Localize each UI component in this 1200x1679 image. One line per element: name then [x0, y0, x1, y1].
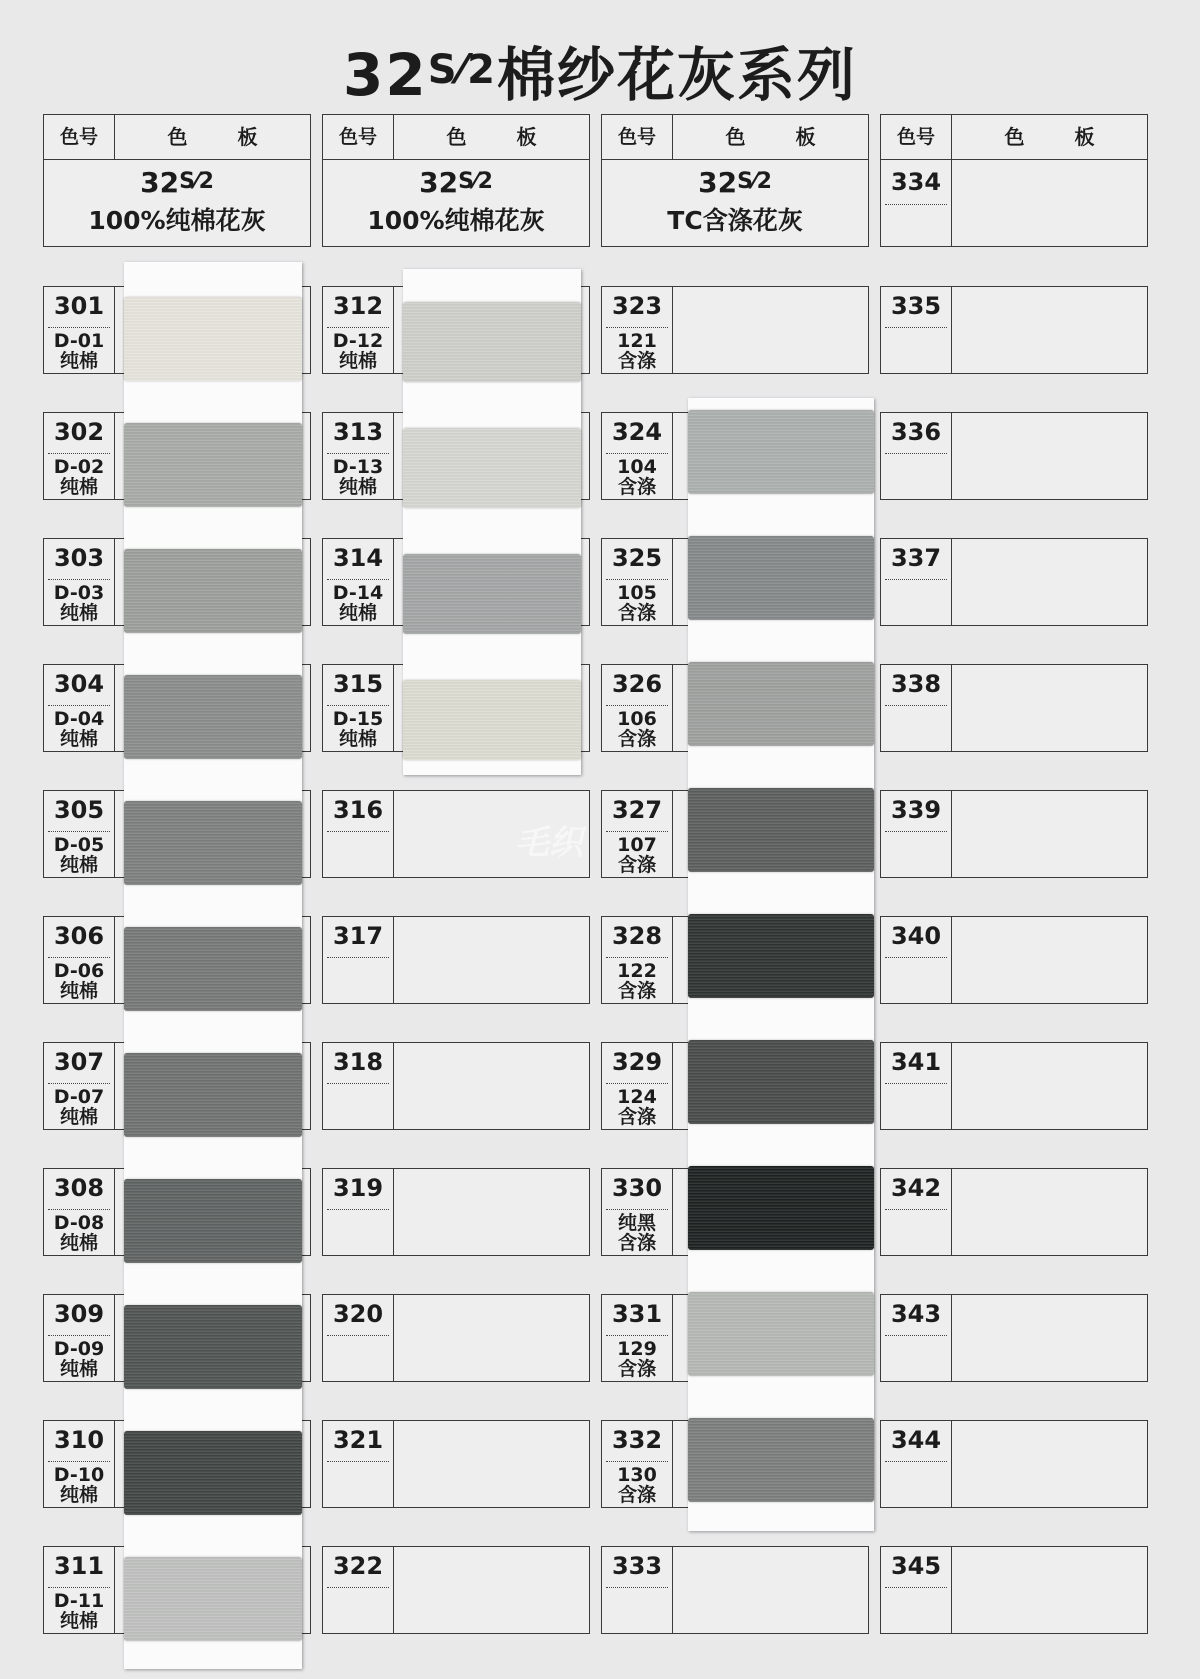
yarn-swatch — [688, 788, 874, 872]
yarn-ref: 122 — [617, 960, 657, 982]
yarn-sample-card — [688, 398, 874, 1531]
material-label: 含涤 — [617, 980, 656, 1002]
yarn-swatch — [124, 927, 302, 1011]
yarn-swatch — [688, 536, 874, 620]
color-code: 307 — [53, 1048, 105, 1076]
color-code: 317 — [332, 922, 384, 950]
material-label: 含涤 — [617, 854, 656, 876]
material-label: 纯棉 — [59, 854, 98, 876]
yarn-sample-card — [124, 262, 302, 1669]
yarn-ref: D-08 — [53, 1212, 105, 1234]
color-code-cell — [323, 1547, 394, 1633]
color-code: 302 — [53, 418, 105, 446]
yarn-ref: D-14 — [332, 582, 384, 604]
dotted-divider — [885, 705, 947, 706]
yarn-swatch — [403, 302, 581, 382]
dotted-divider — [885, 957, 947, 958]
group-header — [322, 114, 590, 247]
color-code-cell — [323, 665, 394, 751]
dotted-divider — [327, 1461, 389, 1462]
group-header — [880, 114, 1148, 247]
dotted-divider — [606, 957, 668, 958]
yarn-swatch — [688, 914, 874, 998]
dotted-divider — [48, 1461, 110, 1462]
color-code: 332 — [611, 1426, 663, 1454]
dotted-divider — [606, 1209, 668, 1210]
color-code-cell — [323, 791, 394, 877]
count-ply: S⁄2 — [179, 169, 214, 194]
color-code: 330 — [611, 1174, 663, 1202]
dotted-divider — [606, 1587, 668, 1588]
code-column-heading: 色号 — [881, 115, 952, 159]
dotted-divider — [48, 1335, 110, 1336]
color-code-cell — [44, 287, 115, 373]
color-code-cell — [44, 791, 115, 877]
color-code-cell — [881, 1421, 952, 1507]
header-row — [323, 115, 589, 160]
yarn-count — [323, 162, 589, 203]
material-label: 纯棉 — [338, 728, 377, 750]
color-code: 341 — [890, 1048, 942, 1076]
material-label: 纯棉 — [59, 1232, 98, 1254]
page-title: $32^{S⁄2}$棉纱花灰系列 — [342, 41, 858, 109]
color-row — [880, 790, 1148, 878]
color-code-cell — [323, 539, 394, 625]
color-code-cell — [44, 1295, 115, 1381]
dotted-divider — [606, 831, 668, 832]
color-row — [322, 1168, 590, 1256]
color-code-cell — [44, 539, 115, 625]
dotted-divider — [327, 957, 389, 958]
color-column-heading: 色板 — [1004, 125, 1145, 149]
yarn-swatch — [124, 1179, 302, 1263]
material-label: 纯棉 — [59, 1106, 98, 1128]
yarn-swatch — [124, 1431, 302, 1515]
yarn-swatch — [124, 297, 302, 381]
material-label: 含涤 — [617, 350, 656, 372]
yarn-swatch — [688, 1292, 874, 1376]
dotted-divider — [327, 579, 389, 580]
color-code: 335 — [890, 292, 942, 320]
color-row — [880, 664, 1148, 752]
color-code: 328 — [611, 922, 663, 950]
count-ply: S⁄2 — [737, 169, 772, 194]
color-code-cell — [881, 917, 952, 1003]
dotted-divider — [885, 1083, 947, 1084]
color-code: 339 — [890, 796, 942, 824]
color-code-cell — [602, 1169, 673, 1255]
dotted-divider — [885, 453, 947, 454]
code-column-heading: 色号 — [44, 115, 115, 159]
color-row — [880, 1420, 1148, 1508]
dotted-divider — [885, 1461, 947, 1462]
yarn-ref: D-15 — [332, 708, 384, 730]
color-row — [880, 916, 1148, 1004]
yarn-ref: D-05 — [53, 834, 105, 856]
color-code: 326 — [611, 670, 663, 698]
color-code: 320 — [332, 1300, 384, 1328]
yarn-swatch — [124, 1305, 302, 1389]
fiber-description: 100%纯棉花灰 — [88, 206, 266, 235]
group-header — [601, 114, 869, 247]
color-code-cell — [323, 1295, 394, 1381]
dotted-divider — [885, 1587, 947, 1588]
material-label: 纯棉 — [59, 476, 98, 498]
code-column-heading: 色号 — [323, 115, 394, 159]
material-label: 纯棉 — [59, 980, 98, 1002]
color-code-cell — [602, 1043, 673, 1129]
material-label: 纯棉 — [338, 476, 377, 498]
yarn-ref: 130 — [617, 1464, 657, 1486]
dotted-divider — [48, 1083, 110, 1084]
color-code: 318 — [332, 1048, 384, 1076]
color-row — [601, 286, 869, 374]
dotted-divider — [606, 327, 668, 328]
dotted-divider — [885, 1209, 947, 1210]
color-row — [322, 1042, 590, 1130]
material-label: 含涤 — [617, 602, 656, 624]
color-code-cell — [881, 160, 952, 246]
color-code-cell — [323, 413, 394, 499]
yarn-ref: D-09 — [53, 1338, 105, 1360]
yarn-swatch — [688, 1166, 874, 1250]
color-code: 315 — [332, 670, 384, 698]
color-code: 321 — [332, 1426, 384, 1454]
dotted-divider — [606, 453, 668, 454]
color-code-cell — [881, 1295, 952, 1381]
color-row — [322, 1546, 590, 1634]
color-code: 333 — [611, 1552, 663, 1580]
yarn-ref: D-01 — [53, 330, 105, 352]
header-row — [602, 115, 868, 160]
color-code: 337 — [890, 544, 942, 572]
color-code-cell — [323, 287, 394, 373]
yarn-ref: D-11 — [53, 1590, 105, 1612]
dotted-divider — [606, 705, 668, 706]
yarn-swatch — [688, 1418, 874, 1502]
color-row — [322, 1420, 590, 1508]
color-code-cell — [602, 287, 673, 373]
group-description — [323, 160, 589, 246]
color-code-cell — [323, 1421, 394, 1507]
color-code: 325 — [611, 544, 663, 572]
dotted-divider — [885, 204, 947, 205]
yarn-ref: D-04 — [53, 708, 105, 730]
yarn-ref: 107 — [617, 834, 657, 856]
color-code: 331 — [611, 1300, 663, 1328]
watermark-logo: 毛织 — [515, 823, 583, 863]
color-code-cell — [44, 1169, 115, 1255]
color-code: 344 — [890, 1426, 942, 1454]
yarn-ref: D-12 — [332, 330, 384, 352]
yarn-swatch — [124, 423, 302, 507]
color-code-cell — [44, 413, 115, 499]
color-code-cell — [602, 539, 673, 625]
material-label: 含涤 — [617, 728, 656, 750]
yarn-ref: 104 — [617, 456, 657, 478]
color-row — [880, 1546, 1148, 1634]
material-label: 纯棉 — [59, 602, 98, 624]
dotted-divider — [327, 453, 389, 454]
material-label: 含涤 — [617, 1484, 656, 1506]
yarn-ref: D-10 — [53, 1464, 105, 1486]
dotted-divider — [327, 327, 389, 328]
color-code: 329 — [611, 1048, 663, 1076]
dotted-divider — [48, 1587, 110, 1588]
material-label: 纯棉 — [338, 350, 377, 372]
color-code: 312 — [332, 292, 384, 320]
material-label: 纯棉 — [59, 728, 98, 750]
yarn-ref: 105 — [617, 582, 657, 604]
count-number: 32 — [419, 166, 459, 199]
material-label: 纯棉 — [59, 1610, 98, 1632]
yarn-ref: 121 — [617, 330, 657, 352]
color-code: 327 — [611, 796, 663, 824]
yarn-swatch — [688, 662, 874, 746]
color-code: 323 — [611, 292, 663, 320]
color-code: 336 — [890, 418, 942, 446]
color-code-cell — [44, 917, 115, 1003]
dotted-divider — [327, 1587, 389, 1588]
dotted-divider — [327, 1335, 389, 1336]
color-row — [880, 1168, 1148, 1256]
dotted-divider — [327, 1209, 389, 1210]
color-code-cell — [323, 1169, 394, 1255]
color-code: 301 — [53, 292, 105, 320]
yarn-swatch — [403, 554, 581, 634]
yarn-swatch — [124, 1053, 302, 1137]
color-code-cell — [602, 917, 673, 1003]
dotted-divider — [48, 579, 110, 580]
material-label: 含涤 — [617, 1358, 656, 1380]
dotted-divider — [327, 1083, 389, 1084]
color-code: 319 — [332, 1174, 384, 1202]
yarn-swatch — [403, 428, 581, 508]
color-row — [880, 1042, 1148, 1130]
yarn-count — [602, 162, 868, 203]
yarn-swatch — [403, 680, 581, 760]
dotted-divider — [885, 831, 947, 832]
yarn-ref: D-07 — [53, 1086, 105, 1108]
color-code-cell — [881, 1043, 952, 1129]
yarn-ref: D-03 — [53, 582, 105, 604]
color-code: 324 — [611, 418, 663, 446]
material-label: 纯棉 — [59, 350, 98, 372]
material-label: 含涤 — [617, 1106, 656, 1128]
material-label: 纯棉 — [59, 1358, 98, 1380]
color-code: 311 — [53, 1552, 105, 1580]
color-code-cell — [44, 665, 115, 751]
header-row — [881, 115, 1147, 160]
fiber-description: 100%纯棉花灰 — [367, 206, 545, 235]
yarn-sample-card — [403, 269, 581, 775]
count-number: 32 — [698, 166, 738, 199]
dotted-divider — [885, 1335, 947, 1336]
dotted-divider — [606, 1461, 668, 1462]
color-code-cell — [602, 1421, 673, 1507]
color-code: 310 — [53, 1426, 105, 1454]
color-code: 338 — [890, 670, 942, 698]
color-row — [880, 412, 1148, 500]
color-code-cell — [323, 917, 394, 1003]
group-description — [602, 160, 868, 246]
dotted-divider — [48, 957, 110, 958]
color-code: 313 — [332, 418, 384, 446]
yarn-ref: D-06 — [53, 960, 105, 982]
color-code-cell — [881, 665, 952, 751]
color-code-cell — [602, 413, 673, 499]
group-description — [44, 160, 310, 246]
dotted-divider — [606, 1335, 668, 1336]
color-code-cell — [881, 539, 952, 625]
color-row — [322, 916, 590, 1004]
color-code-cell — [44, 1547, 115, 1633]
color-code-cell — [881, 791, 952, 877]
color-code-cell — [602, 665, 673, 751]
color-code: 306 — [53, 922, 105, 950]
group-header — [43, 114, 311, 247]
color-row — [322, 1294, 590, 1382]
material-label: 纯棉 — [338, 602, 377, 624]
count-ply: S⁄2 — [458, 169, 493, 194]
color-row — [880, 286, 1148, 374]
color-code: 309 — [53, 1300, 105, 1328]
color-code: 308 — [53, 1174, 105, 1202]
color-code: 342 — [890, 1174, 942, 1202]
color-code-cell — [602, 1295, 673, 1381]
dotted-divider — [606, 1083, 668, 1084]
color-code: 305 — [53, 796, 105, 824]
dotted-divider — [885, 327, 947, 328]
yarn-swatch — [688, 410, 874, 494]
yarn-ref: 129 — [617, 1338, 657, 1360]
color-code: 340 — [890, 922, 942, 950]
yarn-count — [44, 162, 310, 203]
yarn-swatch — [688, 1040, 874, 1124]
color-column-heading: 色板 — [725, 125, 866, 149]
yarn-swatch — [124, 1557, 302, 1641]
count-number: 32 — [140, 166, 180, 199]
dotted-divider — [48, 705, 110, 706]
material-label: 纯棉 — [59, 1484, 98, 1506]
yarn-swatch — [124, 549, 302, 633]
dotted-divider — [885, 579, 947, 580]
color-column-heading: 色板 — [446, 125, 587, 149]
dotted-divider — [327, 705, 389, 706]
yarn-ref: 106 — [617, 708, 657, 730]
header-row — [44, 115, 310, 160]
yarn-ref: D-13 — [332, 456, 384, 478]
color-code-cell — [602, 1547, 673, 1633]
color-row — [880, 1294, 1148, 1382]
dotted-divider — [48, 453, 110, 454]
color-code-cell — [323, 1043, 394, 1129]
color-code-cell — [44, 1043, 115, 1129]
color-code-cell — [881, 413, 952, 499]
color-code: 334 — [890, 168, 942, 196]
color-code: 322 — [332, 1552, 384, 1580]
material-label: 含涤 — [617, 1232, 656, 1254]
dotted-divider — [48, 327, 110, 328]
dotted-divider — [48, 831, 110, 832]
material-label: 含涤 — [617, 476, 656, 498]
color-code-cell — [881, 287, 952, 373]
color-code: 345 — [890, 1552, 942, 1580]
dotted-divider — [327, 831, 389, 832]
color-code-cell — [881, 1169, 952, 1255]
color-row — [601, 1546, 869, 1634]
yarn-ref: 纯黑 — [617, 1212, 656, 1234]
dotted-divider — [48, 1209, 110, 1210]
color-code-cell — [602, 791, 673, 877]
code-column-heading: 色号 — [602, 115, 673, 159]
color-column-heading: 色板 — [167, 125, 308, 149]
color-code: 304 — [53, 670, 105, 698]
color-code-cell — [881, 1547, 952, 1633]
color-code: 343 — [890, 1300, 942, 1328]
yarn-swatch — [124, 801, 302, 885]
color-code-cell — [44, 1421, 115, 1507]
yarn-swatch — [124, 675, 302, 759]
color-code: 303 — [53, 544, 105, 572]
color-code: 314 — [332, 544, 384, 572]
yarn-ref: 124 — [617, 1086, 657, 1108]
fiber-description: TC含涤花灰 — [667, 206, 803, 235]
color-row — [880, 538, 1148, 626]
yarn-ref: D-02 — [53, 456, 105, 478]
dotted-divider — [606, 579, 668, 580]
color-code: 316 — [332, 796, 384, 824]
